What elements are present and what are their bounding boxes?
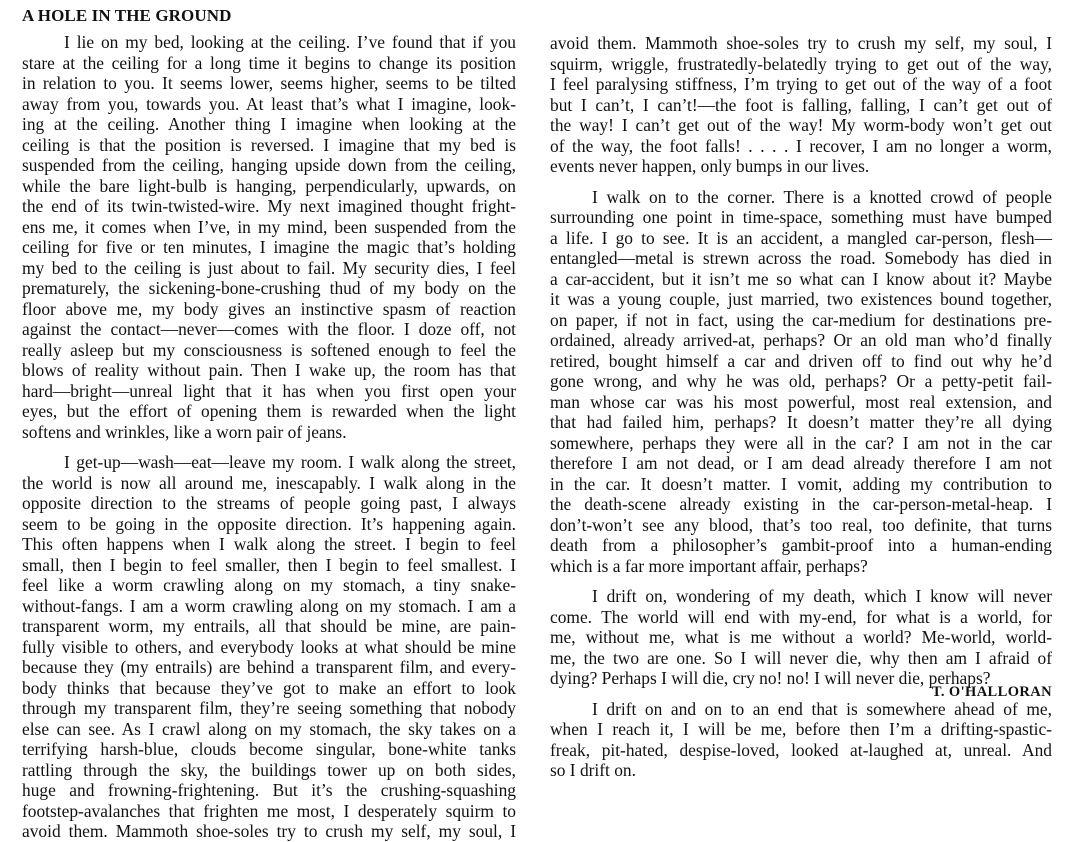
text-line: stare at the ceiling for a long time it begins to change its position [22,52,516,73]
text-line: somewhere, perhaps they were all in the car? I am not in the car [550,432,1052,453]
text-line: avoid them. Mammoth shoe-soles try to crush my self, my soul, I [22,821,516,841]
text-line: entangled—metal is strewn across the road. Somebody has died in [550,248,1052,268]
text-line: avoid them. Mammoth shoe-soles try to crush my self, my soul, I [550,33,1052,53]
article-title: A HOLE IN THE GROUND [22,6,232,25]
text-line: squirm, wriggle, frustratedly-belatedly trying to get out of the way, [550,53,1052,74]
text-line: small, then I begin to feel smaller, then I begin to feel smallest. I [22,554,516,575]
text-line: me, without me, what is me without a world? Me-world, world- [550,627,1052,647]
text-line: footstep-avalanches that frighten me most, I desperately squirm to [22,800,516,821]
text-line: on paper, if not in fact, using the car-medium for destinations pre- [550,309,1052,330]
text-line: eyes, but the effort of opening them is rewarded when the light [22,401,516,421]
text-line: when I reach it, I will be me, before then I’m a drifting-spastic- [550,719,1052,739]
right-column [550,33,1052,781]
text-line: which is a far more important affair, perhaps? [550,555,868,576]
text-line: the way! I can’t get out of the way! My worm-body won’t get out [550,115,1052,135]
text-line: ing at the ceiling. Another thing I imagine when looking at the [22,114,516,134]
text-line: that had failed him, perhaps? It doesn’t matter they’re all dying [550,412,1052,432]
text-line: death from a philosopher’s gambit-proof into a human-ending [550,535,1052,555]
text-line: without-fangs. I am a worm crawling along on my stomach. I am a [22,595,516,616]
paragraph [550,586,1052,689]
text-line: the death-scene already existing in the car-person-metal-heap. I [550,494,1052,514]
text-line: floor above me, my body gives an instinctive spasm of reaction [22,298,516,319]
text-line: freak, pit-hated, despise-loved, looked at-laughed at, unreal. And [550,739,1052,760]
text-line: This often happens when I walk along the street. I begin to feel [22,534,516,554]
text-line: I drift on, wondering of my death, which I know will never [592,586,1052,606]
text-line: seem to be going in the opposite direction. It’s happening again. [22,513,516,534]
text-line: fully visible to others, and everybody looks at what should be mine [22,636,516,657]
text-line: while the bare light-bulb is hanging, perpendicularly, upwards, on [22,175,516,196]
text-line: retired, bought himself a car and driven off to find out why he’d [550,350,1052,371]
text-line: body thinks that because they’ve got to make an effort to look [22,677,516,698]
text-line: I get-up—wash—eat—leave my room. I walk along the street, [64,452,516,472]
text-line: so I drift on. [550,760,636,780]
text-line: blows of reality without pain. Then I wake up, the room has that [22,360,516,380]
text-line: surrounding one point in time-space, something must have bumped [550,207,1052,227]
text-line: a life. I go to see. It is an accident, a mangled car-person, flesh— [550,227,1052,248]
text-line: the end of its twin-twisted-wire. My next imagined thought fright- [22,196,516,216]
author-signature: T. O'HALLORAN [931,684,1052,700]
paragraph-gap [550,177,1052,187]
text-line: softens and wrinkles, like a worn pair of jeans. [22,421,347,442]
text-line: my bed to the ceiling is just about to fail. My security dies, I feel [22,257,516,278]
text-line: of the way, the foot falls! . . . . I recover, I am no longer a worm, [550,135,1052,156]
text-line: ens me, it comes when I’ve, in my mind, been suspended from the [22,216,516,237]
text-line: feel like a worm crawling along on my stomach, a tiny snake- [22,575,516,595]
text-line: man whose car was his most powerful, most real extension, and [550,391,1052,412]
text-line: a car-accident, but it isn’t me so what can I know about it? Maybe [550,268,1052,289]
text-line: prematurely, the sickening-bone-crushing thud of my body on the [22,278,516,298]
text-line: transparent worm, my entrails, all that should be mine, are pain- [22,616,516,636]
text-line: I feel paralysing stiffness, I’m trying to get out of the way of a foot [550,74,1052,94]
text-line: through my transparent film, they’re seeing something that nobody [22,698,516,718]
paragraph-gap [550,576,1052,586]
left-column [22,32,516,842]
text-line: away from you, towards you. At least that’s what I imagine, look- [22,93,516,114]
paragraph [550,699,1052,781]
text-line: suspended from the ceiling, hanging upside down from the ceiling, [22,155,516,175]
paragraph-gap [22,442,516,452]
text-line: ordained, already arrived-at, perhaps? Or an old man who’d finally [550,330,1052,350]
text-line: events never happen, only bumps in our lives. [550,156,870,176]
text-line: dying? Perhaps I will die, cry no! no! I will never die, perhaps? [550,668,991,688]
text-line: opposite direction to the streams of people going past, I always [22,493,516,513]
text-line: really asleep but my consciousness is softened enough to feel the [22,339,516,360]
text-line: the world is now all around me, inescapably. I walk along in the [22,472,516,493]
text-line: in the car. It doesn’t matter. I vomit, adding my contribution to [550,473,1052,494]
text-line: but I can’t, I can’t!—the foot is falling, falling, I can’t get out of [550,94,1052,115]
text-line: me, the two are one. So I will never die, why then am I afraid of [550,647,1052,668]
text-line: rattling through the sky, the buildings tower up on both sides, [22,759,516,780]
text-line: against the contact—never—comes with the floor. I doze off, not [22,319,516,339]
text-line: hard—bright—unreal light that it has when you first open your [22,380,516,401]
text-line: ceiling is that the position is reversed. I imagine that my bed is [22,134,516,155]
text-line: else can see. As I crawl along on my stomach, the sky takes on a [22,718,516,739]
text-line: ceiling for five or ten minutes, I imagine the magic that’s holding [22,237,516,257]
text-line: in relation to you. It seems lower, seems higher, seems to be tilted [22,73,516,93]
text-line: it was a young couple, just married, two existences bound together, [550,289,1052,309]
text-line: don’t-won’t see any blood, that’s too real, too definite, that turns [550,514,1052,535]
paragraph [22,32,516,442]
paragraph [550,33,1052,177]
text-line: because they (my entrails) are behind a transparent film, and every- [22,657,516,677]
text-line: I drift on and on to an end that is somewhere ahead of me, [592,698,1052,719]
text-line: gone wrong, and why he was old, perhaps? Or a petty-petit fail- [550,371,1052,391]
text-line: I walk on to the corner. There is a knotted crowd of people [592,186,1052,207]
paragraph [22,452,516,842]
text-line: therefore I am not dead, or I am dead already therefore I am not [550,453,1052,473]
text-line: come. The world will end with my-end, for what is a world, for [550,606,1052,627]
text-line: huge and frowning-frightening. But it’s the crushing-squashing [22,780,516,800]
text-line: I lie on my bed, looking at the ceiling. I’ve found that if you [64,32,516,52]
text-line: terrifying harsh-blue, clouds become singular, bone-white tanks [22,739,516,759]
paragraph [550,187,1052,577]
